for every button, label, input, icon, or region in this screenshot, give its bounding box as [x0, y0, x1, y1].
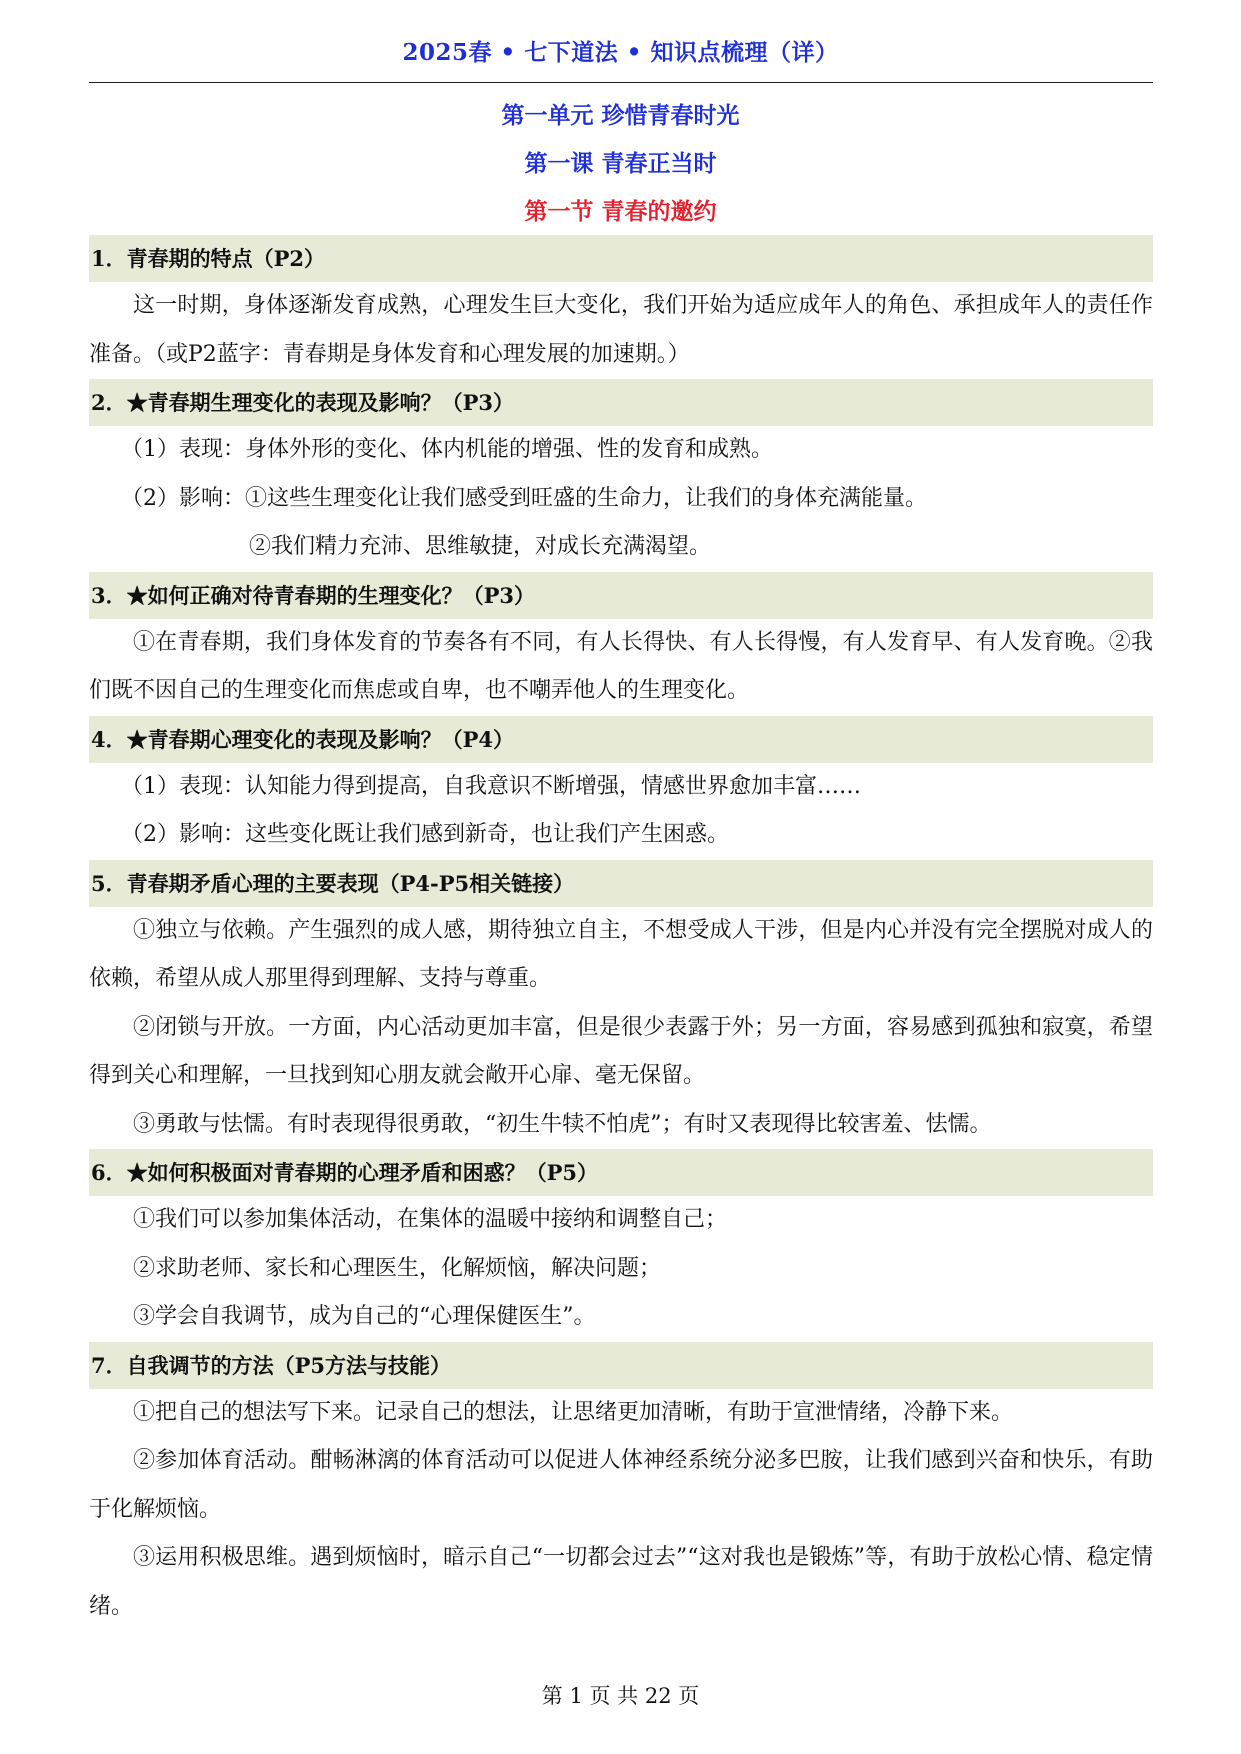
section-heading: 3．★如何正确对待青春期的生理变化？（P3） — [89, 572, 1153, 619]
section-heading: 2．★青春期生理变化的表现及影响？（P3） — [89, 379, 1153, 426]
unit-title: 第一单元 珍惜青春时光 — [501, 102, 740, 129]
list-item: ②我们精力充沛、思维敏捷，对成长充满渴望。 — [249, 534, 712, 559]
paragraph: ①独立与依赖。产生强烈的成人感，期待独立自主，不想受成人干涉，但是内心并没有完全摆脱对成人的依赖，希望从成人那里得到理解、支持与尊重。 — [89, 917, 1153, 991]
paragraph: ③勇敢与怯懦。有时表现得很勇敢，“初生牛犊不怕虎”；有时又表现得比较害羞、怯懦。 — [133, 1111, 992, 1137]
section-heading: 7．自我调节的方法（P5方法与技能） — [89, 1342, 1153, 1389]
paragraph: ①把自己的想法写下来。记录自己的想法，让思绪更加清晰，有助于宣泄情绪，冷静下来。 — [133, 1399, 1014, 1425]
section-heading: 1．青春期的特点（P2） — [89, 235, 1153, 282]
paragraph: ①在青春期，我们身体发育的节奏各有不同，有人长得快、有人长得慢，有人发育早、有人发育晚。②我们既不因自己的生理变化而焦虑或自卑，也不嘲弄他人的生理变化。 — [89, 629, 1153, 703]
header-divider — [89, 82, 1153, 83]
section-heading: 5．青春期矛盾心理的主要表现（P4-P5相关链接） — [89, 860, 1153, 907]
paragraph: ②求助老师、家长和心理医生，化解烦恼，解决问题； — [133, 1255, 662, 1281]
paragraph: ③学会自我调节，成为自己的“心理保健医生”。 — [133, 1304, 596, 1329]
paragraph: 这一时期，身体逐渐发育成熟，心理发生巨大变化，我们开始为适应成年人的角色、承担成年人的责任作准备。（或P2蓝字：青春期是身体发育和心理发展的加速期。） — [89, 293, 1153, 367]
document-header-title: 2025春 • 七下道法 • 知识点梳理（详） — [402, 39, 839, 66]
list-item: （1）表现：身体外形的变化、体内机能的增强、性的发育和成熟。 — [121, 437, 773, 462]
section-heading: 6．★如何积极面对青春期的心理矛盾和困惑？（P5） — [89, 1149, 1153, 1196]
section-heading: 4．★青春期心理变化的表现及影响？（P4） — [89, 716, 1153, 763]
paragraph: ②参加体育活动。酣畅淋漓的体育活动可以促进人体神经系统分泌多巴胺，让我们感到兴奋和快乐，有助于化解烦恼。 — [89, 1448, 1153, 1522]
content-body — [89, 235, 1153, 1631]
paragraph: ①我们可以参加集体活动，在集体的温暖中接纳和调整自己； — [133, 1207, 728, 1232]
paragraph: ②闭锁与开放。一方面，内心活动更加丰富，但是很少表露于外；另一方面，容易感到孤独和寂寞，希望得到关心和理解，一旦找到知心朋友就会敞开心扉、毫无保留。 — [89, 1014, 1153, 1088]
list-item: （1）表现：认知能力得到提高，自我意识不断增强，情感世界愈加丰富…… — [121, 773, 861, 799]
section-title: 第一节 青春的邀约 — [524, 198, 717, 225]
lesson-title: 第一课 青春正当时 — [524, 150, 717, 177]
paragraph: ③运用积极思维。遇到烦恼时，暗示自己“一切都会过去”“这对我也是锻炼”等，有助于放松心情、稳定情绪。 — [89, 1545, 1153, 1619]
list-item: （2）影响：这些变化既让我们感到新奇，也让我们产生困惑。 — [121, 822, 729, 847]
page-number-footer: 第 1 页 共 22 页 — [541, 1684, 700, 1708]
list-item: （2）影响：①这些生理变化让我们感受到旺盛的生命力，让我们的身体充满能量。 — [121, 485, 927, 511]
